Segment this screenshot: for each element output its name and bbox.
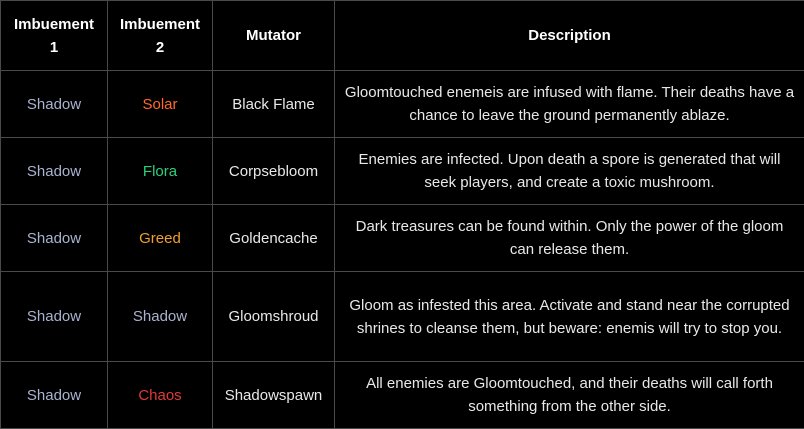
table-row xyxy=(1,362,804,429)
cell-description: Dark treasures can be found within. Only the power of the gloom can release them. xyxy=(335,205,804,272)
cell-description: Enemies are infected. Upon death a spore is generated that will seek players, and create a toxic mushroom. xyxy=(335,138,804,205)
cell-imbuement-1: Shadow xyxy=(1,71,108,138)
header-description: Description xyxy=(335,1,804,71)
cell-description: All enemies are Gloomtouched, and their deaths will call forth something from the other side. xyxy=(335,362,804,429)
cell-imbuement-2: Chaos xyxy=(108,362,213,429)
cell-imbuement-1: Shadow xyxy=(1,272,108,362)
cell-description: Gloomtouched enemeis are infused with flame. Their deaths have a chance to leave the ground permanently ablaze. xyxy=(335,71,804,138)
cell-imbuement-2: Solar xyxy=(108,71,213,138)
header-imbuement-1-line2: 1 xyxy=(49,38,59,56)
cell-imbuement-2: Greed xyxy=(108,205,213,272)
header-mutator: Mutator xyxy=(213,1,335,71)
header-imbuement-2-line1: Imbuement xyxy=(119,15,200,33)
table-row xyxy=(1,71,804,138)
cell-imbuement-2: Shadow xyxy=(108,272,213,362)
cell-mutator: Shadowspawn xyxy=(213,362,335,429)
table-row xyxy=(1,205,804,272)
table-body xyxy=(1,71,804,429)
cell-mutator: Goldencache xyxy=(213,205,335,272)
cell-mutator: Gloomshroud xyxy=(213,272,335,362)
header-imbuement-1-line1: Imbuement xyxy=(13,15,94,33)
table-row xyxy=(1,138,804,205)
header-row xyxy=(1,1,804,71)
cell-mutator: Black Flame xyxy=(213,71,335,138)
header-imbuement-2-line2: 2 xyxy=(155,38,165,56)
cell-imbuement-2: Flora xyxy=(108,138,213,205)
cell-imbuement-1: Shadow xyxy=(1,138,108,205)
cell-imbuement-1: Shadow xyxy=(1,362,108,429)
header-imbuement-1 xyxy=(1,1,108,71)
cell-description: Gloom as infested this area. Activate and stand near the corrupted shrines to cleanse them, but beware: enemis will try to stop you. xyxy=(335,272,804,362)
cell-mutator: Corpsebloom xyxy=(213,138,335,205)
cell-imbuement-1: Shadow xyxy=(1,205,108,272)
table-row xyxy=(1,272,804,362)
header-imbuement-2 xyxy=(108,1,213,71)
table-header xyxy=(1,1,804,71)
